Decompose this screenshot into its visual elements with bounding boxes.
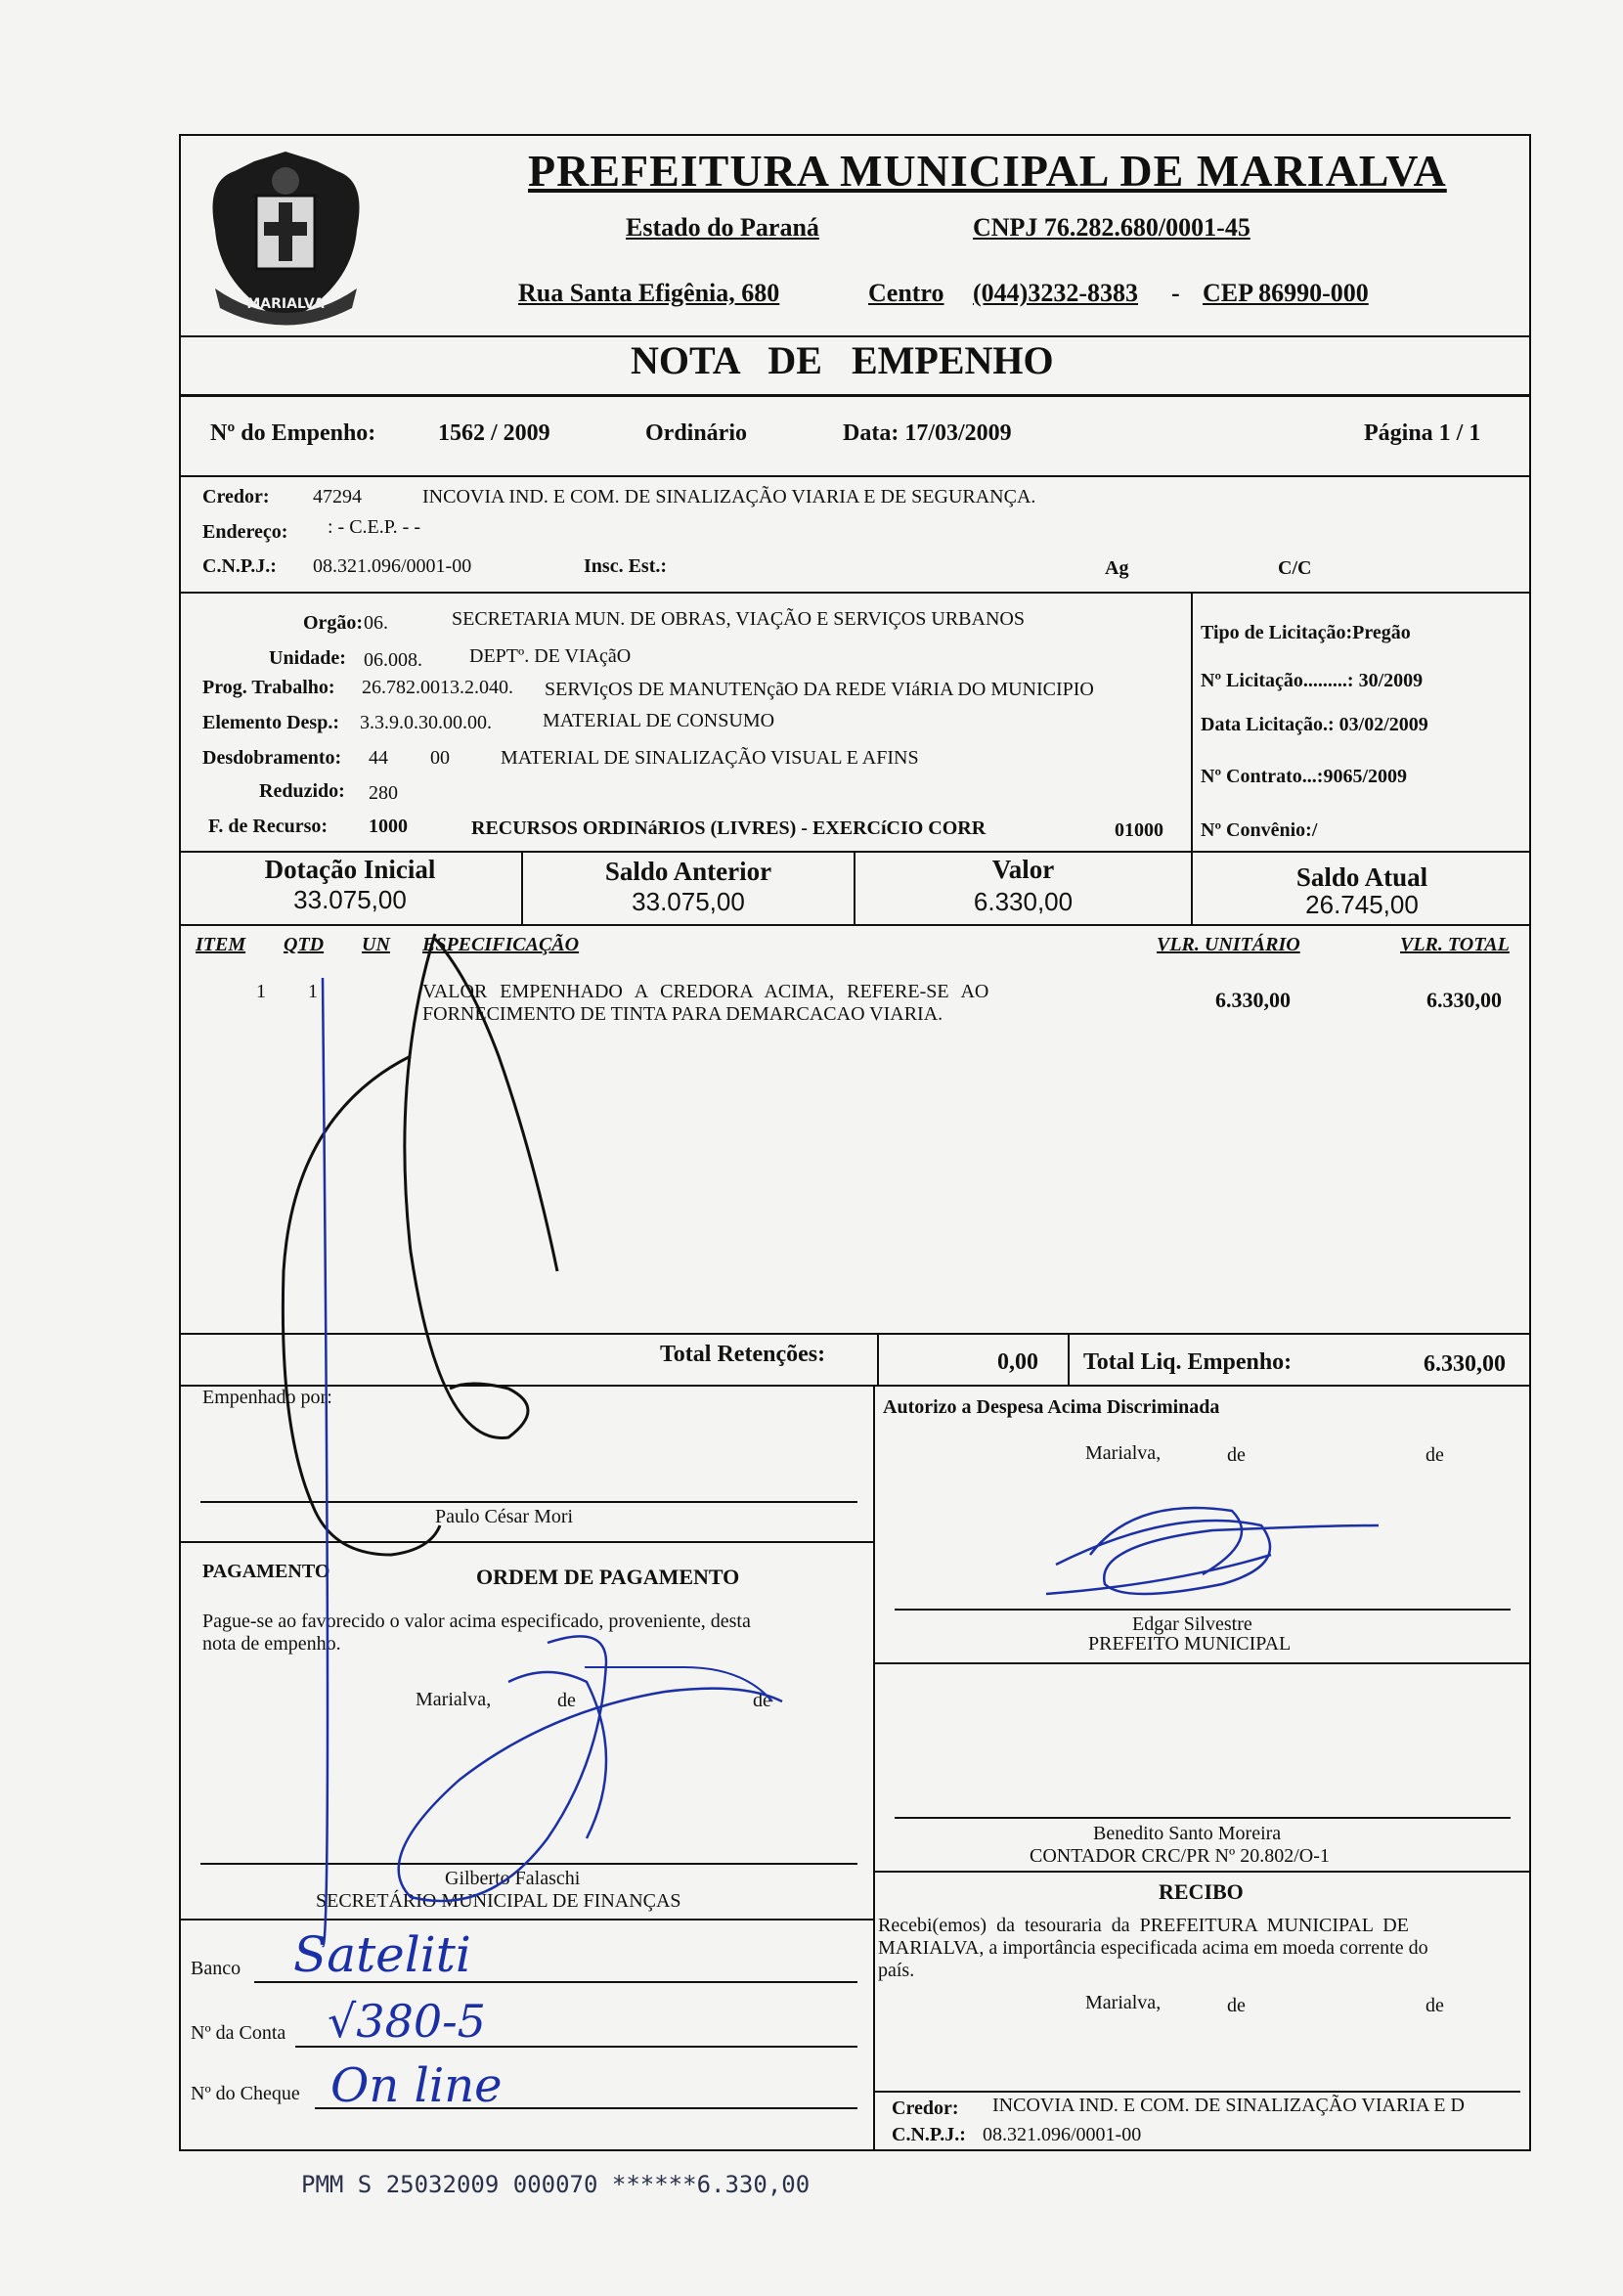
saldo-anterior-value: 33.075,00 [632, 887, 745, 916]
recibo-city: Marialva, [1085, 1992, 1162, 2013]
header-cep: CEP 86990-000 [1203, 279, 1369, 307]
col-header-qtd: QTD [284, 934, 325, 955]
desd-code2: 00 [430, 747, 450, 769]
empenhado-label: Empenhado por: [202, 1387, 332, 1408]
elem-code: 3.3.9.0.30.00.00. [360, 712, 492, 733]
num-convenio: Nº Convênio:/ [1201, 819, 1318, 841]
pagamento-de1: de [557, 1690, 576, 1711]
header-cnpj: CNPJ 76.282.680/0001-45 [973, 213, 1250, 242]
insc-label: Insc. Est.: [584, 555, 668, 577]
unidade-code: 06.008. [364, 649, 422, 671]
elem-label: Elemento Desp.: [202, 712, 339, 733]
orgao-desc: SECRETARIA MUN. DE OBRAS, VIAÇÃO E SERVIÇOS URBANOS [452, 608, 1025, 630]
total-retencoes-label: Total Retenções: [660, 1342, 826, 1367]
autorizo-de2: de [1426, 1444, 1444, 1466]
cnpj-value: 08.321.096/0001-00 [313, 555, 472, 577]
header-address: Rua Santa Efigênia, 680 [518, 279, 780, 307]
col-header-item: ITEM [196, 934, 246, 955]
credor-name: INCOVIA IND. E COM. DE SINALIZAÇÃO VIARIA E DE SEGURANÇA. [422, 486, 1036, 508]
header-centro: Centro [868, 279, 944, 307]
item-qtd: 1 [308, 981, 318, 1002]
banco-handwritten: Sateliti [293, 1926, 471, 1983]
pague-text-2: nota de empenho. [202, 1633, 341, 1655]
empenhado-name: Paulo César Mori [435, 1506, 574, 1527]
orgao-label: Orgão: [303, 612, 364, 634]
autorizo-label: Autorizo a Despesa Acima Discriminada [883, 1396, 1220, 1418]
data-licitacao: Data Licitação.: 03/02/2009 [1201, 714, 1428, 735]
conta-handwritten: √380-5 [328, 1995, 486, 2048]
reduzido-value: 280 [369, 782, 398, 804]
total-liquido-label: Total Liq. Empenho: [1083, 1349, 1293, 1375]
pagamento-label: PAGAMENTO [202, 1561, 330, 1582]
prog-label: Prog. Trabalho: [202, 677, 335, 698]
prog-desc: SERVIçOS DE MANUTENçãO DA REDE VIáRIA DO MUNICIPIO [545, 679, 1094, 700]
total-retencoes-value: 0,00 [997, 1349, 1038, 1375]
recibo-title: RECIBO [1159, 1879, 1244, 1904]
pagamento-scribble [585, 1667, 772, 1701]
col-header-un: UN [362, 934, 390, 955]
num-licitacao: Nº Licitação.........: 30/2009 [1201, 670, 1424, 691]
recurso-code2: 01000 [1115, 819, 1163, 841]
dotacao-value: 33.075,00 [293, 885, 407, 914]
valor-label: Valor [991, 855, 1055, 884]
secretario-title: SECRETÁRIO MUNICIPAL DE FINANÇAS [316, 1890, 681, 1912]
header-title: PREFEITURA MUNICIPAL DE MARIALVA [528, 146, 1447, 196]
unidade-label: Unidade: [269, 647, 346, 669]
recibo-cnpj-label: C.N.P.J.: [892, 2124, 966, 2145]
col-header-total: VLR. TOTAL [1400, 934, 1510, 955]
conta-label: Nº da Conta [191, 2022, 286, 2044]
saldo-atual-label: Saldo Atual [1295, 862, 1428, 892]
total-liquido-value: 6.330,00 [1424, 1351, 1506, 1377]
endereco-label: Endereço: [202, 521, 288, 543]
header-phone: (044)3232-8383 [973, 279, 1138, 307]
credor-label: Credor: [202, 486, 270, 508]
cheque-handwritten: On line [330, 2058, 503, 2113]
empenho-label: Nº do Empenho: [210, 420, 376, 446]
pagamento-city: Marialva, [416, 1689, 492, 1710]
col-header-spec: ESPECIFICAÇÃO [422, 934, 580, 955]
recibo-cnpj-value: 08.321.096/0001-00 [983, 2124, 1142, 2145]
header-dash: - [1171, 279, 1180, 307]
dotacao-label: Dotação Inicial [264, 855, 436, 884]
recibo-de1: de [1227, 1995, 1246, 2016]
item-total-value: 6.330,00 [1426, 988, 1502, 1012]
empenho-type: Ordinário [645, 420, 748, 446]
document-title: NOTA DE EMPENHO [631, 338, 1054, 382]
credor-code: 47294 [313, 486, 362, 508]
pagamento-de2: de [753, 1690, 771, 1711]
svg-text:MARIALVA: MARIALVA [246, 296, 325, 312]
empenho-date: Data: 17/03/2009 [843, 420, 1012, 446]
banco-label: Banco [191, 1958, 241, 1979]
recibo-de2: de [1426, 1995, 1444, 2016]
ordem-pagamento-label: ORDEM DE PAGAMENTO [476, 1565, 740, 1589]
ag-label: Ag [1105, 557, 1129, 579]
recibo-text-1: Recebi(emos) da tesouraria da PREFEITURA MUNICIPAL DE [878, 1915, 1409, 1936]
endereco-value: : - C.E.P. - - [328, 516, 420, 538]
orgao-code: 06. [364, 612, 388, 634]
contador-title: CONTADOR CRC/PR Nº 20.802/O-1 [1030, 1845, 1330, 1867]
autorizo-de1: de [1227, 1444, 1246, 1466]
desd-code1: 44 [369, 747, 388, 769]
contador-name: Benedito Santo Moreira [1093, 1823, 1282, 1844]
saldo-atual-value: 26.745,00 [1305, 890, 1419, 919]
valor-value: 6.330,00 [973, 887, 1074, 916]
autorizo-city: Marialva, [1085, 1442, 1162, 1464]
col-header-unit: VLR. UNITÁRIO [1157, 934, 1300, 955]
desd-desc: MATERIAL DE SINALIZAÇÃO VISUAL E AFINS [501, 747, 919, 769]
secretario-name: Gilberto Falaschi [445, 1868, 581, 1889]
recibo-credor-label: Credor: [892, 2097, 959, 2119]
item-spec-line1: VALOR EMPENHADO A CREDORA ACIMA, REFERE-SE AO [422, 981, 989, 1002]
reduzido-label: Reduzido: [259, 780, 345, 802]
payment-stamp: PMM S 25032009 000070 ******6.330,00 [301, 2171, 811, 2198]
prefeito-name: Edgar Silvestre [1132, 1613, 1252, 1635]
recurso-label: F. de Recurso: [208, 816, 329, 837]
pague-text-1: Pague-se ao favorecido o valor acima especificado, proveniente, desta [202, 1611, 751, 1632]
num-contrato: Nº Contrato...:9065/2009 [1201, 766, 1408, 787]
item-unit-value: 6.330,00 [1215, 988, 1291, 1012]
item-spec-line2: FORNECIMENTO DE TINTA PARA DEMARCACAO VIARIA. [422, 1003, 943, 1025]
prog-code: 26.782.0013.2.040. [362, 677, 513, 698]
blue-signature [323, 978, 1379, 1946]
prefeito-title: PREFEITO MUNICIPAL [1088, 1633, 1292, 1655]
recibo-credor-name: INCOVIA IND. E COM. DE SINALIZAÇÃO VIARIA E D [992, 2095, 1465, 2116]
header-state: Estado do Paraná [626, 213, 819, 242]
empenho-number: 1562 / 2009 [438, 420, 550, 446]
elem-desc: MATERIAL DE CONSUMO [543, 710, 775, 731]
recurso-desc: RECURSOS ORDINáRIOS (LIVRES) - EXERCíCIO CORR [471, 817, 987, 839]
desd-label: Desdobramento: [202, 747, 342, 769]
page-number: Página 1 / 1 [1364, 420, 1481, 446]
recibo-text-3: país. [878, 1960, 915, 1981]
item-number: 1 [256, 981, 266, 1002]
unidade-desc: DEPTº. DE VIAçãO [469, 645, 632, 667]
saldo-anterior-label: Saldo Anterior [604, 857, 772, 886]
recurso-code: 1000 [369, 816, 408, 837]
tipo-licitacao: Tipo de Licitação:Pregão [1201, 622, 1411, 643]
cc-label: C/C [1278, 557, 1312, 579]
cnpj-label: C.N.P.J.: [202, 555, 277, 577]
cheque-label: Nº do Cheque [191, 2083, 300, 2104]
recibo-text-2: MARIALVA, a importância especificada acima em moeda corrente do [878, 1937, 1428, 1959]
